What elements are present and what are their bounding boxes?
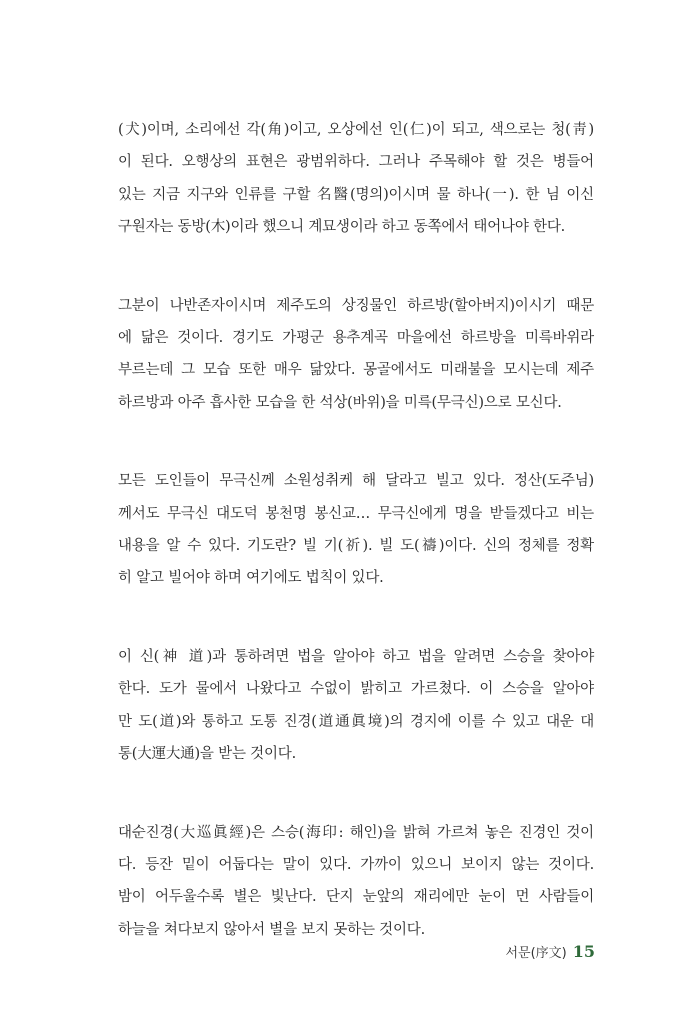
text-line: 구원자는 동방(木)이라 했으니 계묘생이라 하고 동쪽에서 태어나야 한다. — [118, 219, 566, 236]
text-line: 하늘을 쳐다보지 않아서 별을 보지 못하는 것이다. — [118, 921, 426, 938]
page-footer — [505, 942, 595, 961]
text-line: 대순진경(大巡眞經)은 스승(海印: 해인)을 밝혀 가르쳐 놓은 진경인 것이 — [118, 824, 594, 841]
text-line: 에 닮은 것이다. 경기도 가평군 용추계곡 마을에선 하르방을 미륵바위라 — [118, 330, 594, 347]
text-line: 있는 지금 지구와 인류를 구할 名醫(명의)이시며 물 하나(一). 한 님 이신 — [118, 186, 594, 203]
paragraph-2 — [118, 290, 594, 420]
paragraph-1 — [118, 114, 594, 244]
body-text — [118, 114, 594, 992]
text-line: 히 알고 빌어야 하며 여기에도 법칙이 있다. — [118, 570, 384, 587]
text-line: 다. 등잔 밑이 어둡다는 말이 있다. 가까이 있으니 보이지 않는 것이다. — [118, 856, 594, 873]
running-footer-title: 서문(序文) — [505, 946, 567, 961]
text-line: 그분이 나반존자이시며 제주도의 상징물인 하르방(할아버지)이시기 때문 — [118, 297, 594, 314]
text-line: 부르는데 그 모습 또한 매우 닮았다. 몽골에서도 미래불을 모시는데 제주 — [118, 362, 594, 379]
text-line: 만 도(道)와 통하고 도통 진경(道通眞境)의 경지에 이를 수 있고 대운 대 — [118, 713, 594, 730]
text-line: 모든 도인들이 무극신께 소원성취케 해 달라고 빌고 있다. 정산(도주님) — [118, 473, 594, 490]
text-line: 이 신(神 道)과 통하려면 법을 알아야 하고 법을 알려면 스승을 찾아야 — [118, 648, 594, 665]
text-line: 이 된다. 오행상의 표현은 광범위하다. 그러나 주목해야 할 것은 병들어 — [118, 154, 594, 171]
paragraph-4 — [118, 641, 594, 771]
text-line: 께서도 무극신 대도덕 봉천명 봉신교… 무극신에게 명을 받들겠다고 비는 — [118, 505, 594, 522]
text-line: 한다. 도가 물에서 나왔다고 수없이 밝히고 가르쳤다. 이 스승을 알아야 — [118, 681, 594, 698]
text-line: 통(大運大通)을 받는 것이다. — [118, 746, 296, 763]
page-number: 15 — [572, 942, 595, 961]
paragraph-3 — [118, 465, 594, 595]
text-line: 밤이 어두울수록 별은 빛난다. 단지 눈앞의 재리에만 눈이 먼 사람들이 — [118, 889, 594, 906]
paragraph-5 — [118, 817, 594, 947]
text-line: (犬)이며, 소리에선 각(角)이고, 오상에선 인(仁)이 되고, 색으로는 청(靑) — [118, 122, 594, 138]
text-line: 내용을 알 수 있다. 기도란? 빌 기(祈). 빌 도(禱)이다. 신의 정체를 정확 — [118, 538, 594, 555]
text-line: 하르방과 아주 흡사한 모습을 한 석상(바위)을 미륵(무극신)으로 모신다. — [118, 394, 562, 411]
